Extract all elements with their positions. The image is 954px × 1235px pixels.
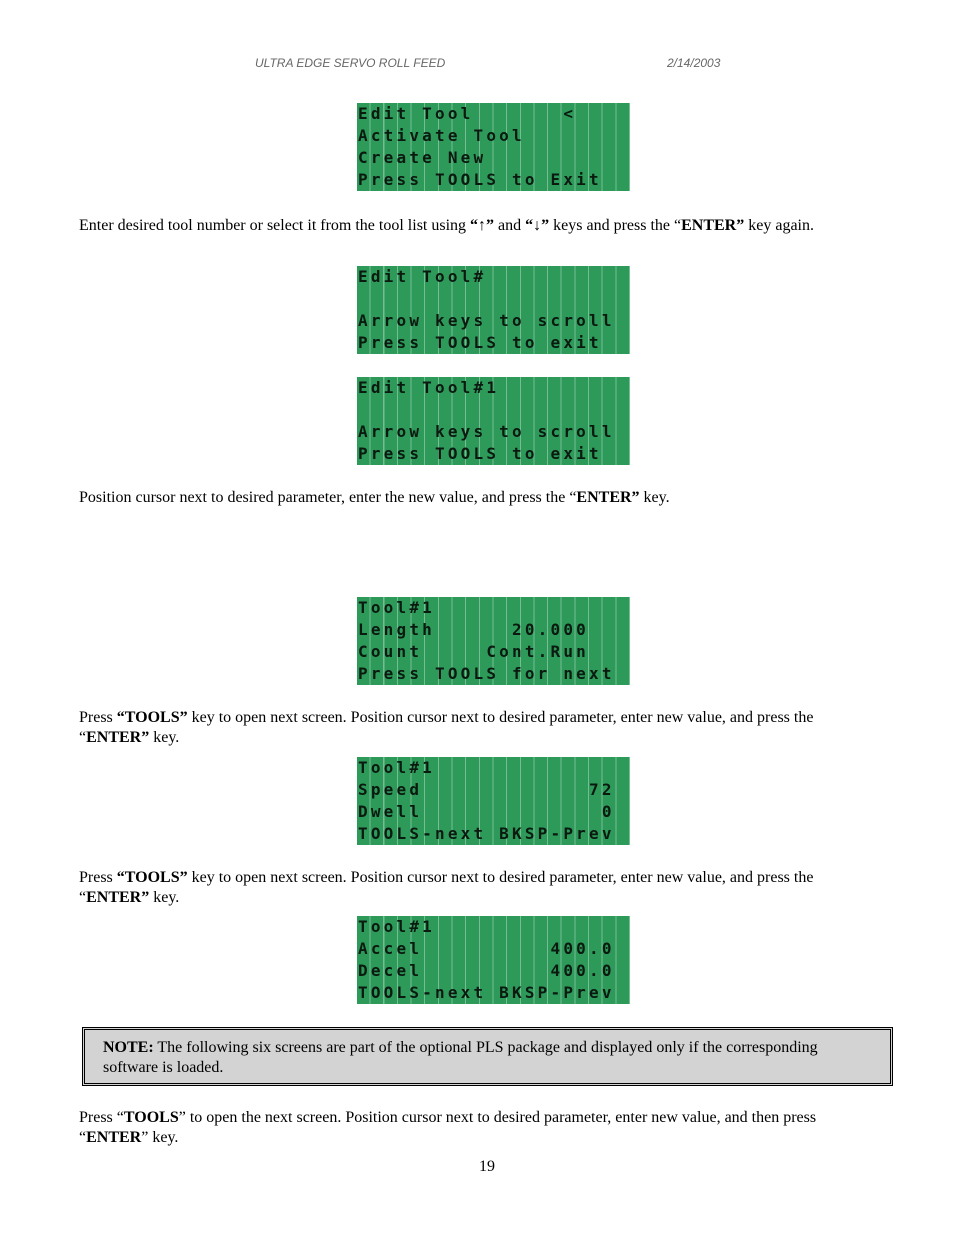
document-header-date: 2/14/2003 <box>667 56 721 70</box>
lcd-line: Length 20.000 <box>357 619 630 641</box>
lcd-line: Accel 400.0 <box>357 938 630 960</box>
lcd-screen-tool-menu <box>357 103 630 191</box>
instruction-paragraph: Position cursor next to desired parameter, enter the new value, and press the “ENTER” key. <box>79 489 670 506</box>
instruction-paragraph: Press “TOOLS” to open the next screen. Position cursor next to desired parameter, enter new value, and then press “ENTER” key. <box>79 1109 817 1146</box>
lcd-line: Speed 72 <box>357 779 630 801</box>
lcd-line: Arrow keys to scroll <box>357 421 630 443</box>
instruction-paragraph: Press “TOOLS” key to open next screen. Position cursor next to desired parameter, enter new value, and press the “ENTER” key. <box>79 709 814 746</box>
lcd-line: Activate Tool <box>357 125 630 147</box>
lcd-line: Count Cont.Run <box>357 641 630 663</box>
lcd-line <box>357 399 630 421</box>
lcd-line: Edit Tool# <box>357 266 630 288</box>
lcd-line: Create New <box>357 147 630 169</box>
page-number: 19 <box>479 1158 495 1175</box>
lcd-line: Decel 400.0 <box>357 960 630 982</box>
lcd-screen-length-count <box>357 597 630 685</box>
lcd-line: Edit Tool#1 <box>357 377 630 399</box>
lcd-line: Press TOOLS for next <box>357 663 630 685</box>
lcd-screen-edit-tool <box>357 266 630 354</box>
document-header-title: ULTRA EDGE SERVO ROLL FEED <box>255 56 446 70</box>
lcd-line: TOOLS-next BKSP-Prev <box>357 982 630 1004</box>
lcd-line: TOOLS-next BKSP-Prev <box>357 823 630 845</box>
lcd-line: Tool#1 <box>357 757 630 779</box>
lcd-line: Dwell 0 <box>357 801 630 823</box>
lcd-screen-speed-dwell <box>357 757 630 845</box>
lcd-line: Edit Tool < <box>357 103 630 125</box>
lcd-line <box>357 288 630 310</box>
instruction-paragraph: Press “TOOLS” key to open next screen. Position cursor next to desired parameter, enter new value, and press the “ENTER” key. <box>79 869 814 906</box>
lcd-line: Press TOOLS to Exit <box>357 169 630 191</box>
note-label: NOTE: <box>103 1039 154 1056</box>
lcd-line: Tool#1 <box>357 916 630 938</box>
lcd-line: Arrow keys to scroll <box>357 310 630 332</box>
note-text: The following six screens are part of the optional PLS package and displayed only if the corresponding software is loaded. <box>103 1039 818 1076</box>
lcd-screen-edit-tool-1 <box>357 377 630 465</box>
lcd-line: Press TOOLS to exit <box>357 443 630 465</box>
instruction-paragraph: Enter desired tool number or select it from the tool list using “↑” and “↓” keys and press the “ENTER” key again. <box>79 217 814 234</box>
lcd-line: Tool#1 <box>357 597 630 619</box>
lcd-line: Press TOOLS to exit <box>357 332 630 354</box>
lcd-screen-accel-decel <box>357 916 630 1004</box>
note-box <box>82 1027 893 1086</box>
